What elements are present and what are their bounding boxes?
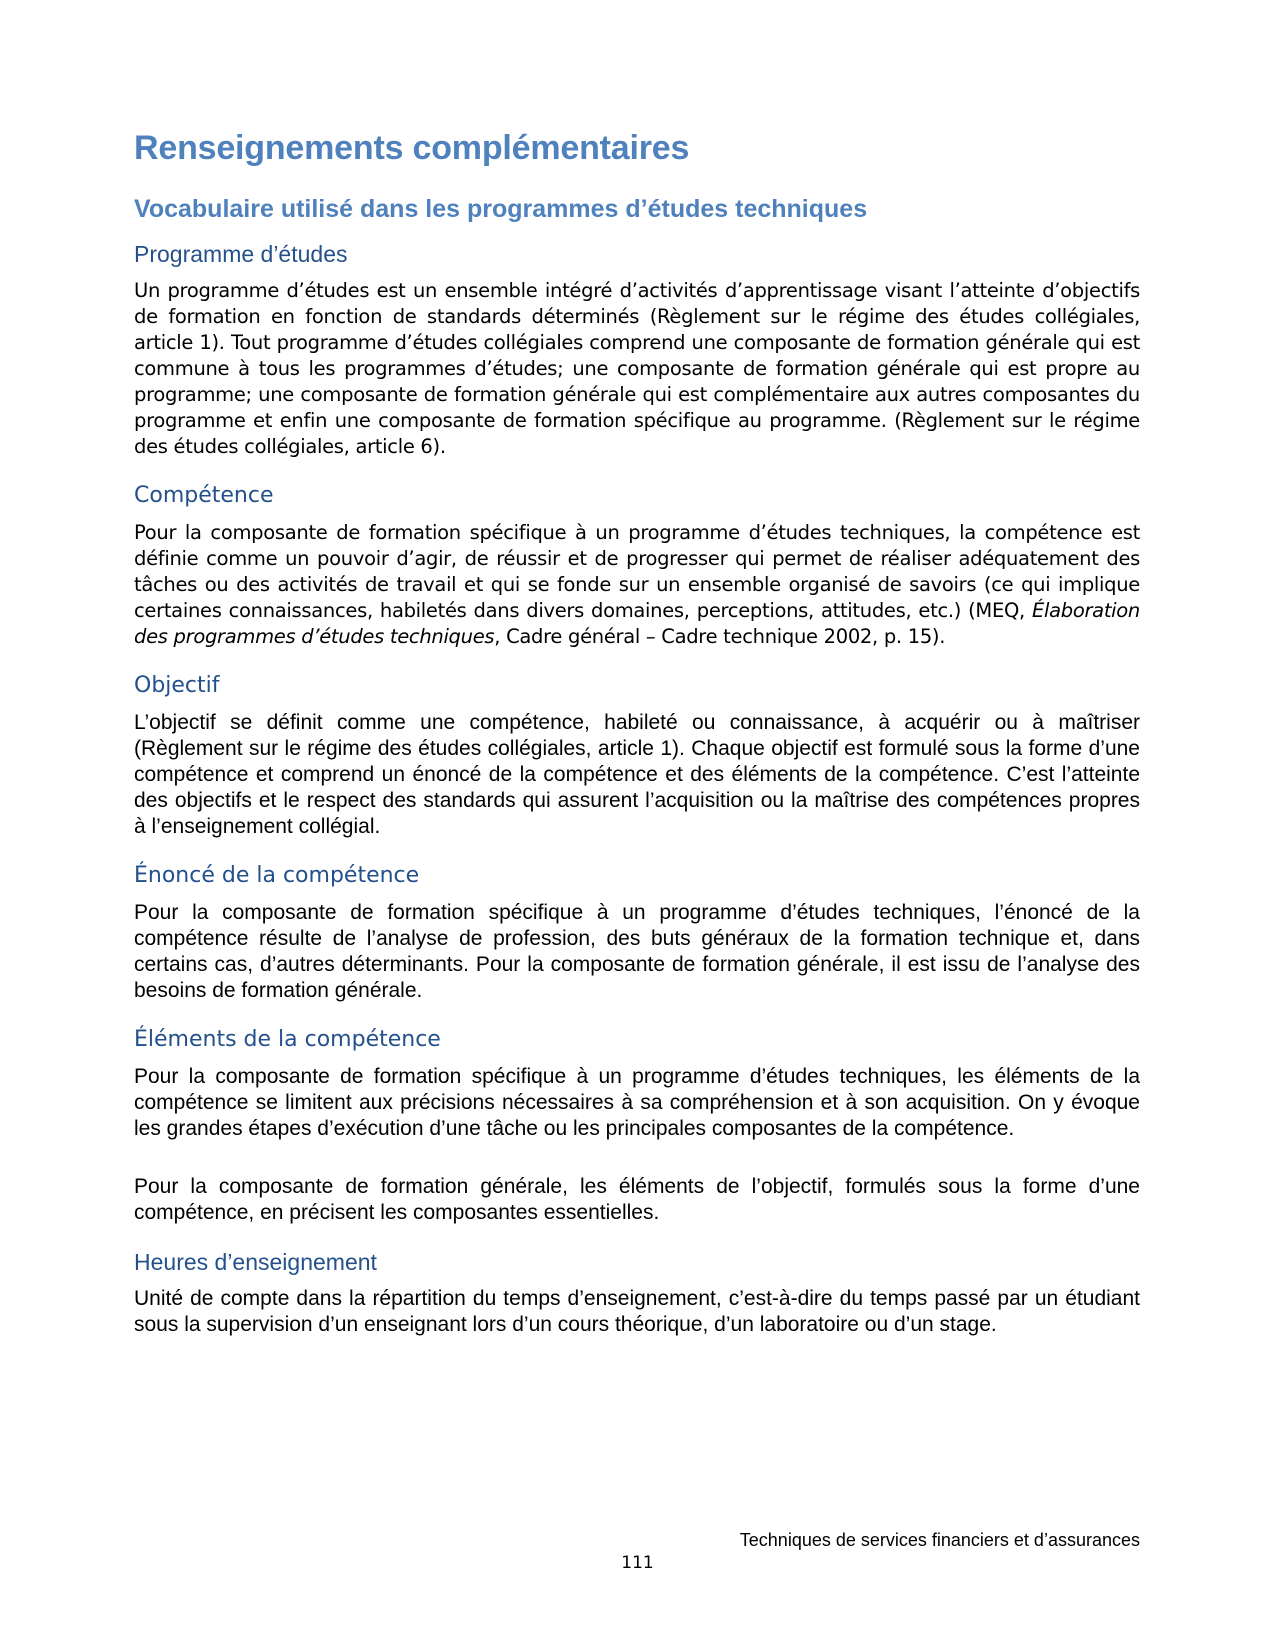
section-heading: Objectif — [134, 673, 220, 698]
section-heading: Énoncé de la compétence — [134, 863, 420, 888]
section-paragraph: Pour la composante de formation spécifique à un programme d’études techniques, l’énoncé de la compétence résulte de l’analyse de profession, des buts généraux de la formation technique et, dans certains cas, d’autres déterminants. Pour la composante de formation générale, il est issu de l’analyse des besoins de formation générale. — [134, 901, 1140, 1002]
section-paragraph: Unité de compte dans la répartition du temps d’enseignement, c’est-à-dire du temps passé par un étudiant sous la supervision d’un enseignant lors d’un cours théorique, d’un laboratoire ou d’un stage. — [134, 1287, 1140, 1336]
section-heading: Compétence — [134, 483, 274, 508]
section-programme-etudes — [134, 240, 1140, 460]
section-heures-enseignement — [134, 1248, 1140, 1338]
section-paragraph: Pour la composante de formation spécifique à un programme d’études techniques, les éléments de la compétence se limitent aux précisions nécessaires à sa compréhension et à son acquisition. On y évoque les grandes étapes d’exécution d’une tâche ou les principales composantes de la compétence. — [134, 1065, 1140, 1140]
section-paragraph: Un programme d’études est un ensemble intégré d’activités d’apprentissage visant l’atteinte d’objectifs de formation en fonction de standards déterminés (Règlement sur le régime des études collégiales, article 1). Tout programme d’études collégiales comprend une composante de formation générale qui est commune à tous les programmes d’études; une composante de formation générale qui est propre au programme; une composante de formation générale qui est complémentaire aux autres composantes du programme et enfin une composante de formation spécifique au programme. (Règlement sur le régime des études collégiales, article 6). — [134, 279, 1140, 458]
section-paragraph: Pour la composante de formation générale, les éléments de l’objectif, formulés sous la forme d’une compétence, en précisent les composantes essentielles. — [134, 1175, 1140, 1224]
section-paragraph — [134, 520, 1140, 650]
paragraph-text: , Cadre général – Cadre technique 2002, p. 15). — [494, 625, 946, 648]
section-enonce-competence — [134, 862, 1140, 1004]
page-number: 111 — [621, 1553, 654, 1573]
page-title: Renseignements complémentaires — [134, 129, 690, 167]
section-competence — [134, 482, 1140, 650]
section-heading: Éléments de la compétence — [134, 1027, 441, 1052]
paragraph-text: Pour la composante de formation spécifique à un programme d’études techniques, la compétence est définie comme un pouvoir d’agir, de réussir et de progresser qui permet de réaliser adéquatement des tâches ou des activités de travail et qui se fonde sur un ensemble organisé de savoirs (ce qui implique certaines connaissances, habiletés dans divers domaines, perceptions, attitudes, etc.) (MEQ, — [134, 521, 1140, 622]
footer-program-title: Techniques de services financiers et d’assurances — [739, 1530, 1140, 1550]
section-paragraph: L’objectif se définit comme une compétence, habileté ou connaissance, à acquérir ou à maîtriser (Règlement sur le régime des études collégiales, article 1). Chaque objectif est formulé sous la forme d’une compétence et comprend un énoncé de la compétence et des éléments de la compétence. C’est l’atteinte des objectifs et le respect des standards qui assurent l’acquisition ou la maîtrise des compétences propres à l’enseignement collégial. — [134, 711, 1140, 838]
section-objectif — [134, 672, 1140, 840]
section-heading: Programme d’études — [134, 241, 348, 267]
cited-title: Élaboration des programmes d’études techniques — [134, 599, 1140, 648]
section-heading: Heures d’enseignement — [134, 1249, 377, 1275]
document-page — [134, 128, 1140, 1360]
section-elements-competence — [134, 1026, 1140, 1226]
section-subtitle: Vocabulaire utilisé dans les programmes d’études techniques — [134, 195, 868, 223]
